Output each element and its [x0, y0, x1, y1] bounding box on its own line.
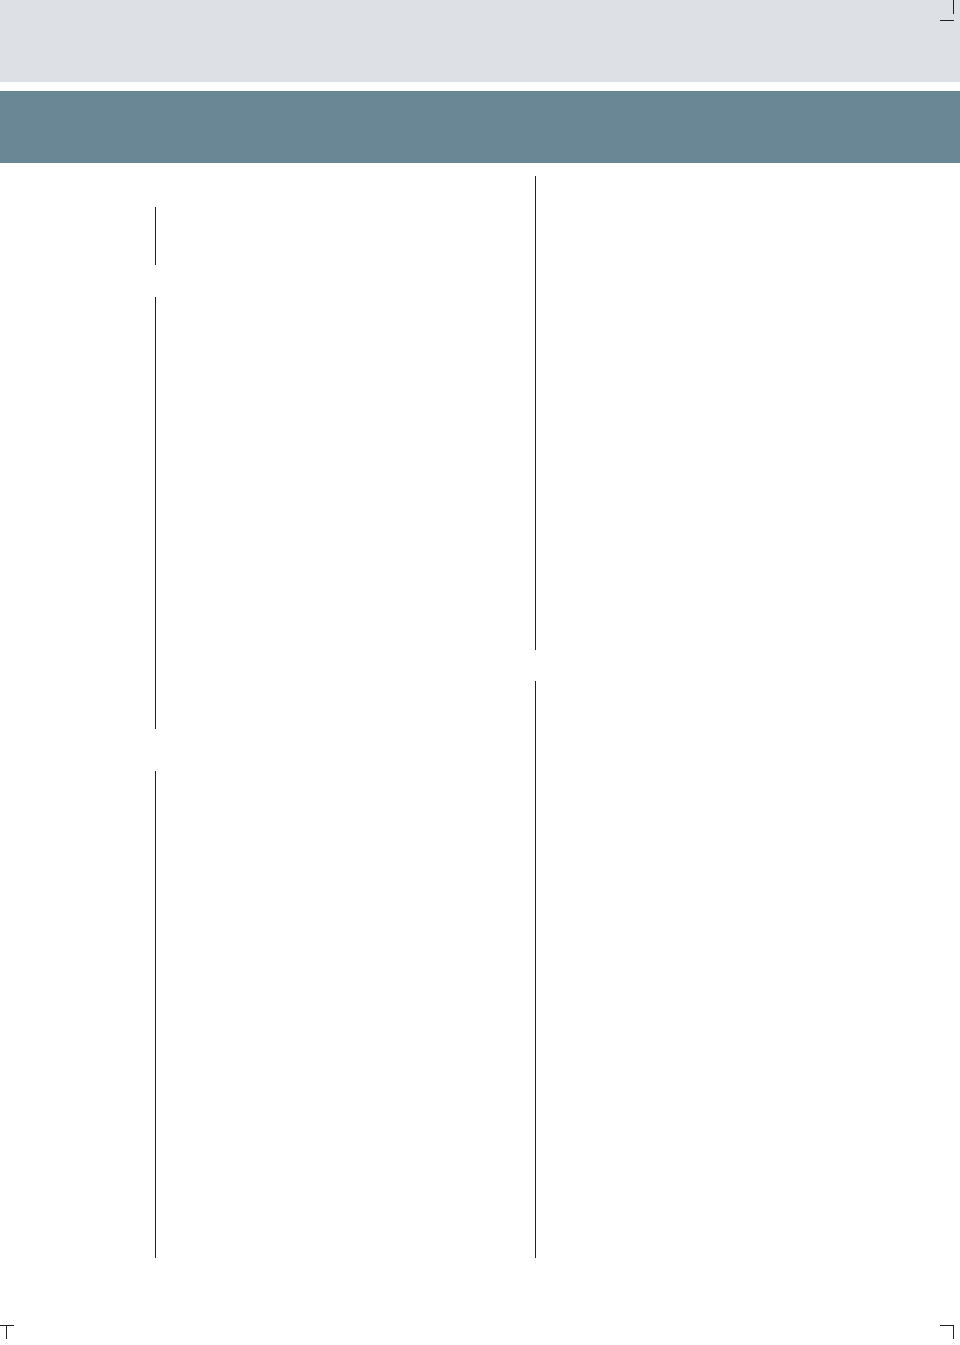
page-header	[0, 0, 960, 82]
crop-mark	[953, 1325, 954, 1339]
column-rule	[535, 176, 536, 650]
crop-mark	[940, 20, 954, 21]
crop-mark	[0, 1325, 14, 1326]
column-rule	[535, 681, 536, 1258]
crop-mark	[6, 1325, 7, 1339]
crop-mark	[940, 1325, 954, 1326]
column-rule	[155, 771, 156, 1258]
column-rule	[155, 297, 156, 729]
column-rule	[155, 207, 156, 265]
header-band	[0, 91, 960, 163]
crop-mark	[953, 0, 954, 14]
